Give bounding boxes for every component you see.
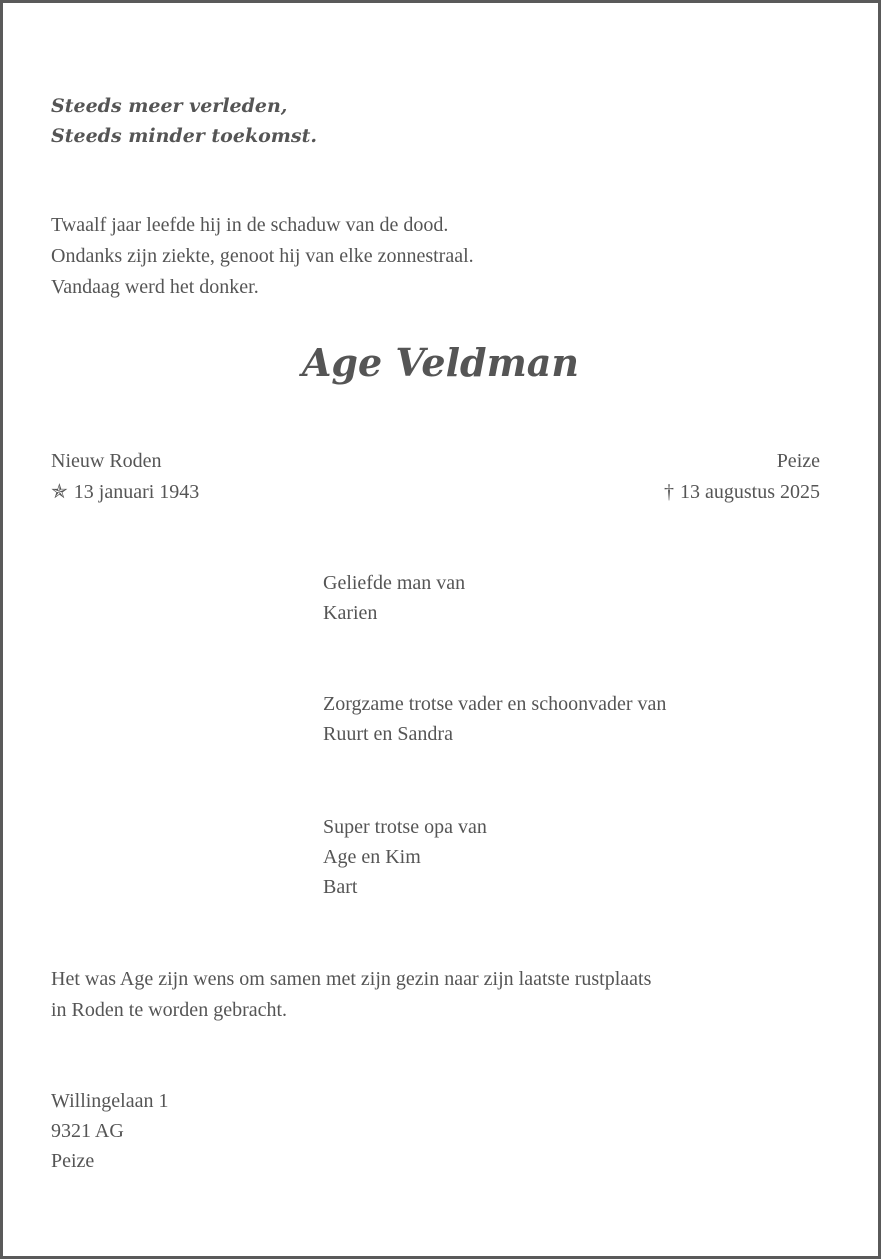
birth-date-line [51,477,199,508]
spouse-block [323,568,465,628]
children-names: Ruurt en Sandra [323,723,453,745]
grandchildren-line-2: Bart [323,876,358,898]
closing-text [51,964,651,1026]
birth-info [51,446,199,508]
death-date-line [664,477,820,508]
birth-date: 13 januari 1943 [73,481,200,503]
intro-line-3: Vandaag werd het donker. [51,276,259,298]
death-date: 13 augustus 2025 [680,481,820,503]
address-postcode: 9321 AG [51,1120,124,1142]
closing-line-1: Het was Age zijn wens om samen met zijn gezin naar zijn laatste rustplaats [51,968,652,990]
intro-line-1: Twaalf jaar leefde hij in de schaduw van de dood. [51,214,449,236]
grandchildren-block [323,812,487,902]
closing-line-2: in Roden te worden gebracht. [51,999,288,1021]
intro-text [51,210,474,303]
grandchildren-label: Super trotse opa van [323,816,487,838]
motto-quote [51,91,317,151]
death-place: Peize [776,450,820,472]
deceased-name: Age Veldman [301,340,580,385]
grandchildren-line-1: Age en Kim [323,846,421,868]
star-icon: ✯ [51,481,68,503]
address-city: Peize [51,1150,95,1172]
correspondence-address [51,1086,169,1176]
birth-place: Nieuw Roden [51,450,162,472]
motto-line-1: Steeds meer verleden, [51,95,288,117]
address-street: Willingelaan 1 [51,1090,169,1112]
death-info [664,446,820,508]
intro-line-2: Ondanks zijn ziekte, genoot hij van elke zonnestraal. [51,245,474,267]
spouse-names: Karien [323,602,378,624]
spouse-label: Geliefde man van [323,572,466,594]
children-label: Zorgzame trotse vader en schoonvader van [323,693,667,715]
dagger-icon: † [664,481,674,503]
motto-line-2: Steeds minder toekomst. [51,125,317,147]
children-block [323,689,666,749]
